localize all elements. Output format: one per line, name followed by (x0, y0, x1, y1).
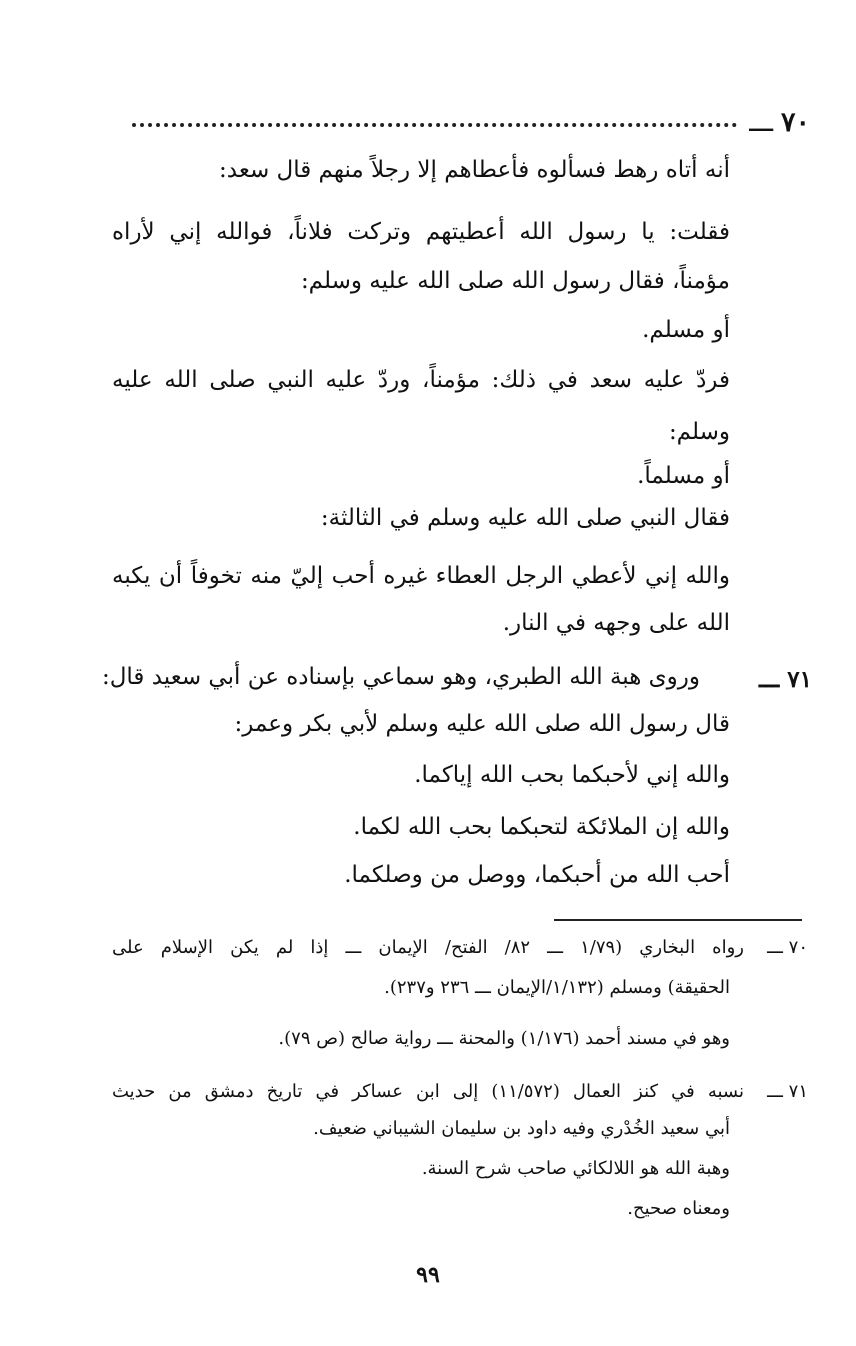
footnote-line: وهو في مسند أحمد (١/١٧٦) والمحنة ـــ رواية صالح (ص ٧٩). (278, 1028, 730, 1049)
header-entry-number: ٧٠ (780, 106, 810, 138)
text-line: فقال النبي صلى الله عليه وسلم في الثالثة: (320, 505, 730, 531)
text-line: فقلت: يا رسول الله أعطيتهم وتركت فلاناً، فوالله إني لأراه (112, 219, 730, 245)
page-number: ٩٩ (416, 1262, 440, 1288)
text-line: والله إن الملائكة لتحبكما بحب الله لكما. (353, 814, 730, 840)
footnote-number-70: ٧٠ ـــ (767, 937, 808, 958)
entry-number-71: ٧١ ـــ (759, 666, 812, 693)
text-line: فردّ عليه سعد في ذلك: مؤمناً، وردّ عليه النبي صلى الله عليه (112, 367, 730, 393)
text-line: قال رسول الله صلى الله عليه وسلم لأبي بكر وعمر: (234, 711, 730, 737)
text-line: أحب الله من أحبكما، ووصل من وصلكما. (344, 862, 730, 888)
header-dash: ـــ (749, 106, 773, 138)
footnote-line: أبي سعيد الخُدْري وفيه داود بن سليمان الشيباني ضعيف. (313, 1118, 730, 1139)
text-line: أنه أتاه رهط فسألوه فأعطاهم إلا رجلاً منهم قال سعد: (219, 157, 730, 183)
text-line: الله على وجهه في النار. (502, 610, 730, 636)
text-line: أو مسلم. (642, 317, 730, 343)
footnote-separator (554, 919, 802, 921)
footnote-line: الحقيقة) ومسلم (١/١٣٢/الإيمان ـــ ٢٣٦ و٢٣٧). (384, 977, 730, 998)
footnote-line: ومعناه صحيح. (627, 1198, 730, 1219)
text-line: والله إني لأحبكما بحب الله إياكما. (414, 762, 730, 788)
text-line: والله إني لأعطي الرجل العطاء غيره أحب إليّ منه تخوفاً أن يكبه (112, 563, 730, 589)
footnote-line: رواه البخاري (١/٧٩ ـــ ٨٢/ الفتح/ الإيمان ـــ إذا لم يكن الإسلام على (112, 937, 744, 958)
footnote-line: وهبة الله هو اللالكائي صاحب شرح السنة. (421, 1158, 730, 1179)
text-line: وروى هبة الله الطبري، وهو سماعي بإسناده عن أبي سعيد قال: (101, 664, 700, 690)
footnote-line: نسبه في كنز العمال (١١/٥٧٢) إلى ابن عساكر في تاريخ دمشق من حديث (112, 1081, 744, 1102)
header-dotted-leader (132, 123, 737, 127)
footnote-number-71: ٧١ ـــ (767, 1081, 808, 1102)
running-header (132, 102, 810, 142)
text-line: وسلم: (668, 419, 730, 445)
text-line: أو مسلماً. (637, 463, 730, 489)
text-line: مؤمناً، فقال رسول الله صلى الله عليه وسلم: (300, 268, 730, 294)
